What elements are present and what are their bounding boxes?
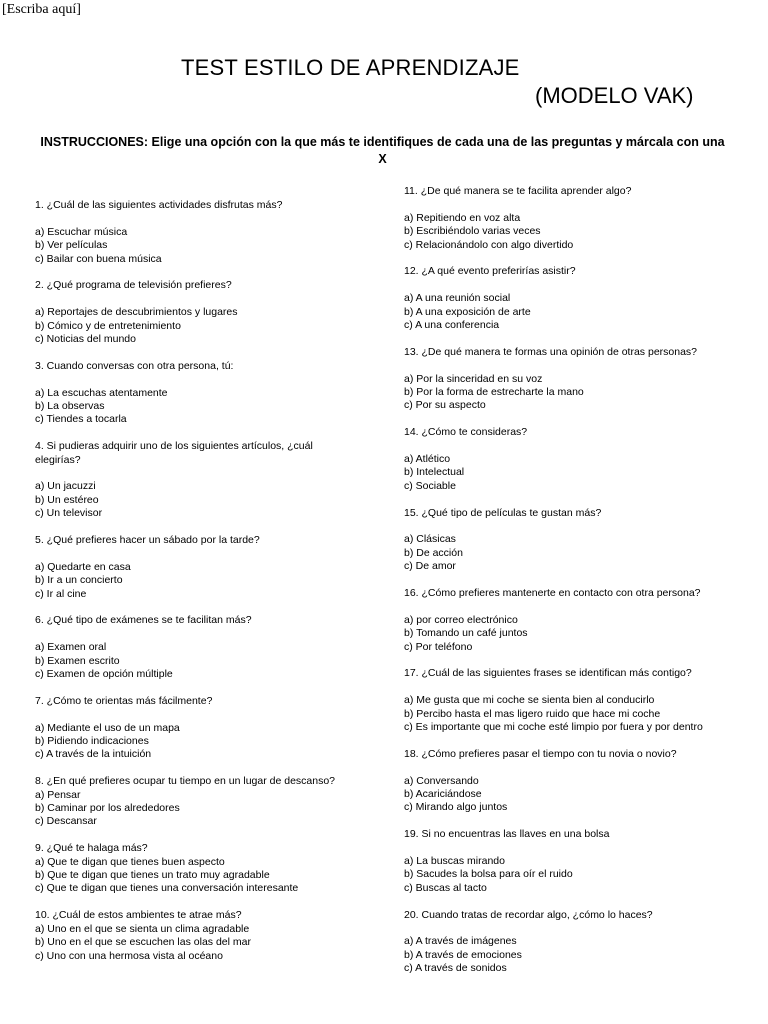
- option-b[interactable]: b) Que te digan que tienes un trato muy agradable: [35, 869, 270, 882]
- option-a[interactable]: a) Escuchar música: [35, 225, 128, 238]
- question-18: [404, 748, 754, 815]
- options-list: [404, 292, 754, 332]
- option-c[interactable]: c) Bailar con buena música: [35, 252, 162, 265]
- option-a[interactable]: a) A través de imágenes: [404, 935, 517, 948]
- question-1: [35, 199, 380, 266]
- options-list: [35, 561, 380, 601]
- question-15: [404, 507, 754, 574]
- option-c[interactable]: c) Uno con una hermosa vista al océano: [35, 949, 223, 962]
- option-b[interactable]: b) Sacudes la bolsa para oír el ruido: [404, 868, 573, 881]
- options-list: [35, 641, 380, 681]
- option-a[interactable]: a) Reportajes de descubrimientos y lugares: [35, 306, 238, 319]
- option-a[interactable]: a) Quedarte en casa: [35, 560, 131, 573]
- options-list: [35, 226, 380, 266]
- option-b[interactable]: b) Examen escrito: [35, 654, 120, 667]
- question-text: 5. ¿Qué prefieres hacer un sábado por la tarde?: [35, 534, 260, 547]
- option-a[interactable]: a) Pensar: [35, 788, 81, 801]
- option-c[interactable]: c) Relacionándolo con algo divertido: [404, 238, 574, 251]
- question-4: [35, 440, 380, 520]
- option-c[interactable]: c) A través de la intuición: [35, 748, 152, 761]
- option-b[interactable]: b) Uno en el que se escuchen las olas del mar: [35, 936, 251, 949]
- option-c[interactable]: c) Es importante que mi coche esté limpio por fuera y por dentro: [404, 721, 703, 734]
- option-c[interactable]: c) Un televisor: [35, 507, 103, 520]
- option-a[interactable]: a) Clásicas: [404, 533, 456, 546]
- options-list: [404, 694, 754, 734]
- option-a[interactable]: a) Examen oral: [35, 641, 107, 654]
- option-a[interactable]: a) Uno en el que se sienta un clima agradable: [35, 922, 250, 935]
- option-c[interactable]: c) Por teléfono: [404, 640, 473, 653]
- option-c[interactable]: c) A través de sonidos: [404, 962, 507, 975]
- option-b[interactable]: b) Escribiéndolo varias veces: [404, 225, 541, 238]
- options-list: [404, 453, 754, 493]
- options-list: [404, 935, 754, 975]
- option-c[interactable]: c) Tiendes a tocarla: [35, 413, 127, 426]
- option-a[interactable]: a) A una reunión social: [404, 292, 511, 305]
- options-list: [404, 212, 754, 252]
- question-text: 7. ¿Cómo te orientas más fácilmente?: [35, 694, 213, 707]
- question-2: [35, 279, 380, 346]
- option-c[interactable]: c) Noticias del mundo: [35, 333, 136, 346]
- options-list: [35, 789, 380, 829]
- option-b[interactable]: b) La observas: [35, 400, 105, 413]
- question-13: [404, 346, 754, 413]
- option-a[interactable]: a) Por la sinceridad en su voz: [404, 372, 543, 385]
- option-c[interactable]: c) Por su aspecto: [404, 399, 486, 412]
- option-b[interactable]: b) Cómico y de entretenimiento: [35, 319, 181, 332]
- question-text: 16. ¿Cómo prefieres mantenerte en contacto con otra persona?: [404, 587, 701, 600]
- questions-column-left: [35, 199, 380, 963]
- question-text: 6. ¿Qué tipo de exámenes se te facilitan más?: [35, 614, 252, 627]
- question-12: [404, 265, 754, 332]
- option-b[interactable]: b) Intelectual: [404, 466, 465, 479]
- options-list: [35, 923, 380, 963]
- question-text: 12. ¿A qué evento preferirías asistir?: [404, 265, 576, 278]
- option-a[interactable]: a) La buscas mirando: [404, 855, 505, 868]
- option-b[interactable]: b) De acción: [404, 546, 463, 559]
- options-list: [404, 533, 754, 573]
- question-text: 11. ¿De qué manera se te facilita aprender algo?: [404, 185, 632, 197]
- question-19: [404, 828, 754, 895]
- option-a[interactable]: a) Repitiendo en voz alta: [404, 211, 521, 224]
- questions-column-right: [404, 185, 754, 976]
- question-text: 2. ¿Qué programa de televisión prefieres?: [35, 279, 232, 292]
- question-text: 20. Cuando tratas de recordar algo, ¿cómo lo haces?: [404, 908, 653, 921]
- question-10: [35, 909, 380, 963]
- option-a[interactable]: a) Conversando: [404, 774, 479, 787]
- options-list: [35, 387, 380, 427]
- question-text: 4. Si pudieras adquirir uno de los siguientes artículos, ¿cuál elegirías?: [35, 440, 313, 466]
- option-c[interactable]: c) Examen de opción múltiple: [35, 668, 173, 681]
- page-subtitle: (MODELO VAK): [535, 83, 694, 108]
- question-text: 17. ¿Cuál de las siguientes frases se identifican más contigo?: [404, 667, 692, 680]
- option-b[interactable]: b) A través de emociones: [404, 948, 522, 961]
- option-a[interactable]: a) Que te digan que tienes buen aspecto: [35, 855, 225, 868]
- options-list: [404, 614, 754, 654]
- option-c[interactable]: c) Ir al cine: [35, 587, 87, 600]
- question-20: [404, 909, 754, 976]
- header-placeholder: [Escriba aquí]: [2, 2, 81, 17]
- option-b[interactable]: b) Acariciándose: [404, 788, 482, 801]
- question-text: 18. ¿Cómo prefieres pasar el tiempo con tu novia o novio?: [404, 747, 677, 760]
- option-c[interactable]: c) Sociable: [404, 479, 456, 492]
- option-c[interactable]: c) Que te digan que tienes una conversación interesante: [35, 882, 299, 895]
- question-9: [35, 842, 380, 896]
- options-list: [35, 306, 380, 346]
- options-list: [35, 856, 380, 896]
- options-list: [404, 373, 754, 413]
- option-b[interactable]: b) Ir a un concierto: [35, 574, 123, 587]
- option-b[interactable]: b) Un estéreo: [35, 493, 99, 506]
- option-b[interactable]: b) Percibo hasta el mas ligero ruido que hace mi coche: [404, 707, 661, 720]
- options-list: [35, 480, 380, 520]
- question-7: [35, 695, 380, 762]
- options-list: [35, 722, 380, 762]
- question-text: 15. ¿Qué tipo de películas te gustan más?: [404, 506, 602, 519]
- question-text: 3. Cuando conversas con otra persona, tú:: [35, 359, 234, 372]
- option-c[interactable]: c) De amor: [404, 560, 456, 573]
- question-text: 9. ¿Qué te halaga más?: [35, 842, 148, 855]
- option-b[interactable]: b) A una exposición de arte: [404, 305, 531, 318]
- option-b[interactable]: b) Caminar por los alrededores: [35, 802, 180, 815]
- instructions: INSTRUCCIONES: Elige una opción con la que más te identifiques de cada una de las preguntas y márcala con una X: [40, 135, 725, 166]
- question-5: [35, 534, 380, 601]
- option-a[interactable]: a) Me gusta que mi coche se sienta bien al conducirlo: [404, 694, 655, 707]
- option-a[interactable]: a) Un jacuzzi: [35, 480, 96, 493]
- options-list: [404, 775, 754, 815]
- option-a[interactable]: a) Mediante el uso de un mapa: [35, 721, 180, 734]
- option-c[interactable]: c) Buscas al tacto: [404, 881, 487, 894]
- option-b[interactable]: b) Ver películas: [35, 239, 108, 252]
- question-3: [35, 360, 380, 427]
- question-text: 13. ¿De qué manera te formas una opinión de otras personas?: [404, 345, 698, 358]
- question-text: 10. ¿Cuál de estos ambientes te atrae más?: [35, 909, 242, 922]
- option-b[interactable]: b) Pidiendo indicaciones: [35, 735, 149, 748]
- option-b[interactable]: b) Tomando un café juntos: [404, 627, 528, 640]
- option-b[interactable]: b) Por la forma de estrecharte la mano: [404, 386, 584, 399]
- question-11: [404, 185, 754, 252]
- question-text: 14. ¿Cómo te consideras?: [404, 426, 528, 439]
- question-16: [404, 587, 754, 654]
- option-a[interactable]: a) La escuchas atentamente: [35, 386, 168, 399]
- question-6: [35, 614, 380, 681]
- page-title: TEST ESTILO DE APRENDIZAJE: [181, 55, 520, 80]
- question-text: 19. Si no encuentras las llaves en una bolsa: [404, 828, 610, 841]
- option-c[interactable]: c) A una conferencia: [404, 319, 500, 332]
- question-8: [35, 775, 380, 829]
- question-text: 1. ¿Cuál de las siguientes actividades disfrutas más?: [35, 199, 283, 211]
- option-c[interactable]: c) Descansar: [35, 815, 97, 828]
- option-a[interactable]: a) por correo electrónico: [404, 613, 518, 626]
- question-17: [404, 667, 754, 734]
- question-14: [404, 426, 754, 493]
- question-text: 8. ¿En qué prefieres ocupar tu tiempo en un lugar de descanso?: [35, 775, 336, 788]
- option-a[interactable]: a) Atlético: [404, 453, 451, 466]
- option-c[interactable]: c) Mirando algo juntos: [404, 801, 508, 814]
- options-list: [404, 855, 754, 895]
